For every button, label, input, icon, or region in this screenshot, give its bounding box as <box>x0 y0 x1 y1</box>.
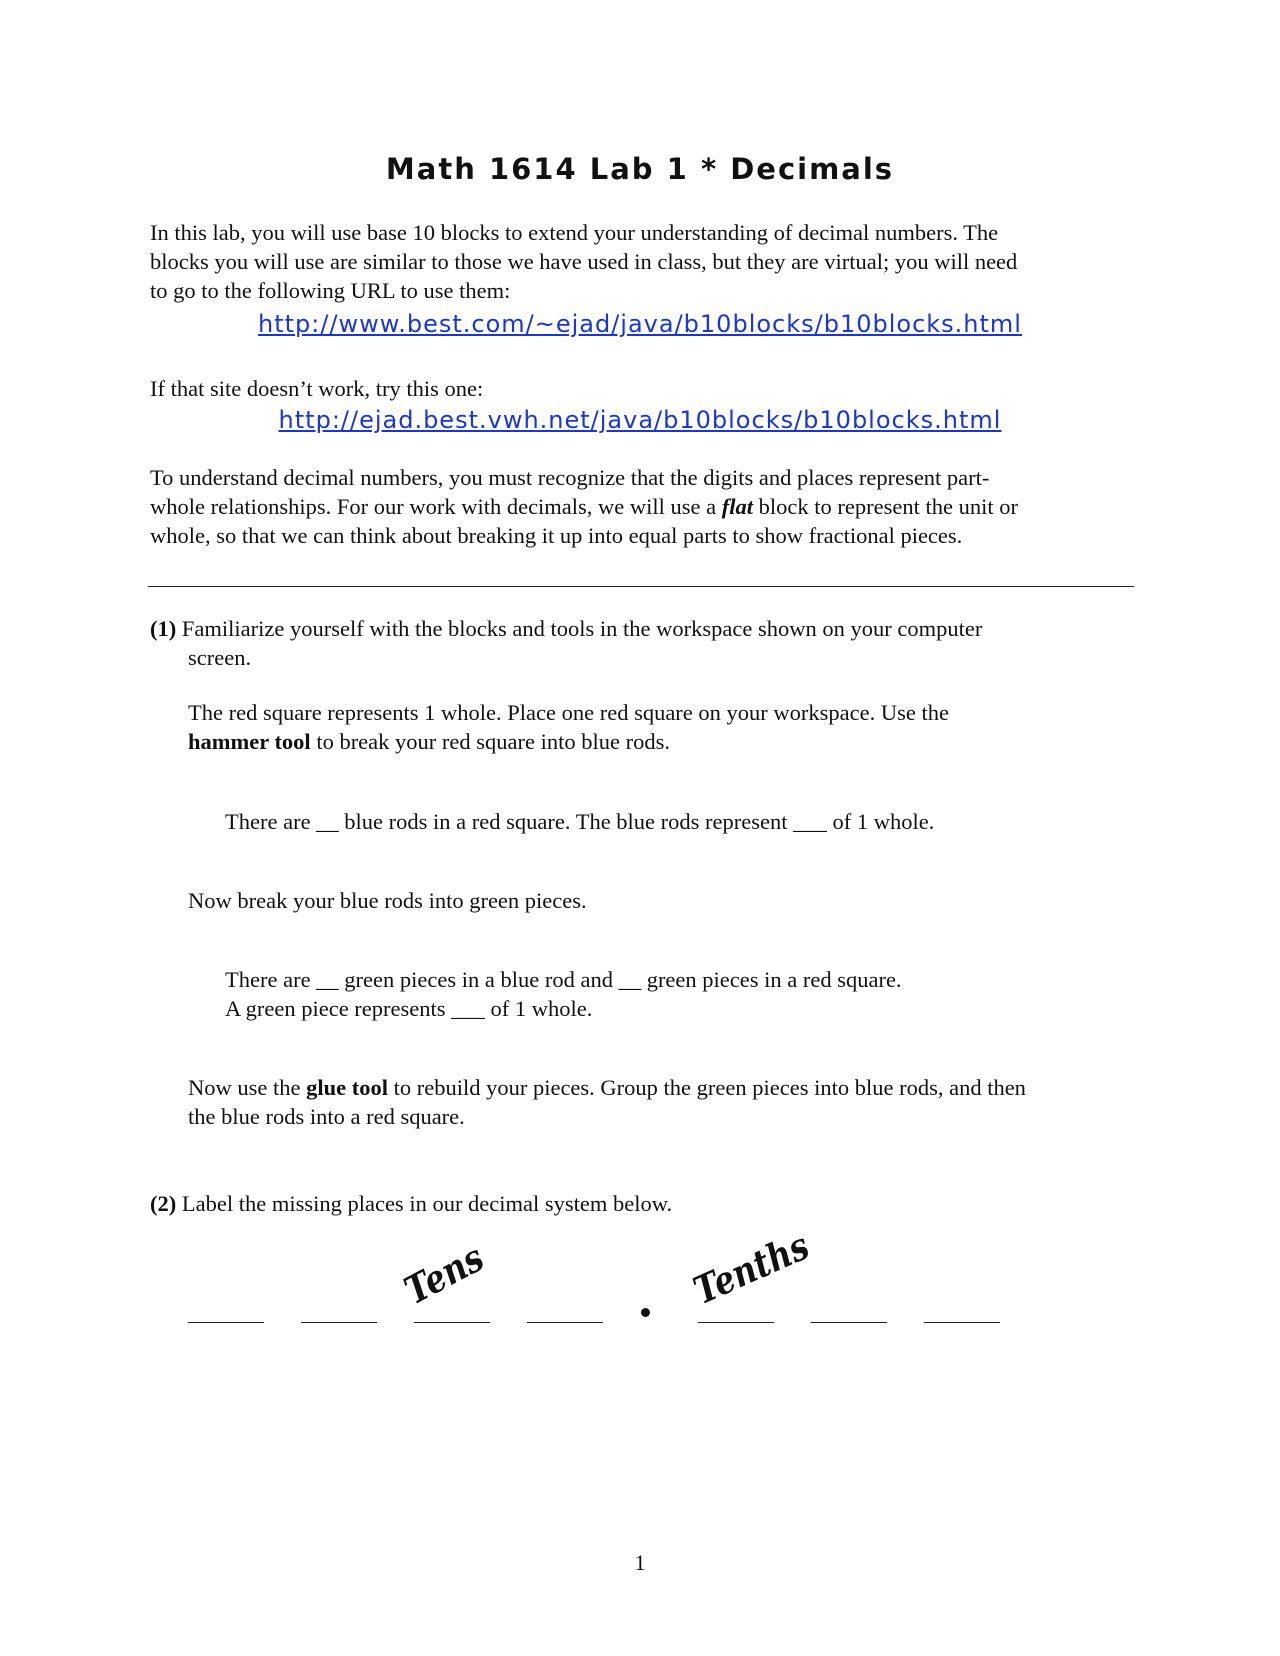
concept-paragraph <box>150 463 1140 550</box>
question-1-label: (1) <box>150 616 177 641</box>
intro-line-2: blocks you will use are similar to those we have used in class, but they are virtual; you will need <box>150 249 1018 274</box>
fallback-url-line <box>0 406 1280 434</box>
blue-rods-question: There are __ blue rods in a red square. The blue rods represent ___ of 1 whole. <box>225 809 935 834</box>
question-2 <box>150 1189 1140 1218</box>
page-title: Math 1614 Lab 1 * Decimals <box>385 152 895 186</box>
question-2-text: Label the missing places in our decimal system below. <box>176 1191 673 1216</box>
glue-line-2: the blue rods into a red square. <box>188 1104 465 1129</box>
place-blank <box>811 1322 887 1323</box>
red-square-line-2: to break your red square into blue rods. <box>310 729 670 754</box>
concept-line-2-end: block to represent the unit or <box>753 494 1018 519</box>
flat-emphasis: flat <box>721 494 754 519</box>
concept-line-3: whole, so that we can think about breaking it up into equal parts to show fractional pieces. <box>150 523 963 548</box>
concept-line-1: To understand decimal numbers, you must recognize that the digits and places represent part- <box>150 465 990 490</box>
green-question-1: There are __ green pieces in a blue rod and __ green pieces in a red square. <box>225 967 902 992</box>
green-pieces-instruction: Now break your blue rods into green pieces. <box>188 888 587 913</box>
intro-line-1: In this lab, you will use base 10 blocks to extend your understanding of decimal numbers. The <box>150 220 999 245</box>
fallback-url-link[interactable]: http://ejad.best.vwh.net/java/b10blocks/b10blocks.html <box>278 406 1002 434</box>
tenths-handwritten-label: Tenths <box>686 1222 816 1313</box>
green-question-2: A green piece represents ___ of 1 whole. <box>225 996 593 1021</box>
primary-url-link[interactable]: http://www.best.com/~ejad/java/b10blocks/b10blocks.html <box>258 310 1022 338</box>
question-2-label: (2) <box>150 1191 177 1216</box>
place-blank <box>188 1322 264 1323</box>
fallback-text: If that site doesn’t work, try this one: <box>150 376 484 401</box>
intro-line-3: to go to the following URL to use them: <box>150 278 511 303</box>
place-blank-tens <box>414 1322 490 1323</box>
place-blank <box>527 1322 603 1323</box>
glue-tool-text: glue tool <box>306 1075 388 1100</box>
question-1-line-2: screen. <box>188 645 252 670</box>
red-square-line-1: The red square represents 1 whole. Place one red square on your workspace. Use the <box>188 700 949 725</box>
concept-line-2-start: whole relationships. For our work with decimals, we will use a <box>150 494 722 519</box>
primary-url-line <box>0 310 1280 338</box>
question-1-intro <box>150 614 1140 672</box>
decimal-point <box>641 1308 650 1317</box>
place-blank-tenths <box>698 1322 774 1323</box>
intro-paragraph <box>150 218 1140 305</box>
green-pieces-questions <box>225 965 1145 1023</box>
tens-handwritten-label: Tens <box>396 1234 491 1313</box>
glue-line-1-end: to rebuild your pieces. Group the green pieces into blue rods, and then <box>387 1075 1026 1100</box>
place-blank <box>301 1322 377 1323</box>
red-square-instruction <box>188 698 1148 756</box>
section-divider <box>148 586 1134 587</box>
glue-line-1-start: Now use the <box>188 1075 307 1100</box>
question-1-line-1: Familiarize yourself with the blocks and tools in the workspace shown on your computer <box>176 616 983 641</box>
glue-tool-instruction <box>188 1073 1148 1131</box>
hammer-tool-text: hammer tool <box>188 729 311 754</box>
page-number: 1 <box>634 1550 646 1575</box>
place-blank <box>924 1322 1000 1323</box>
